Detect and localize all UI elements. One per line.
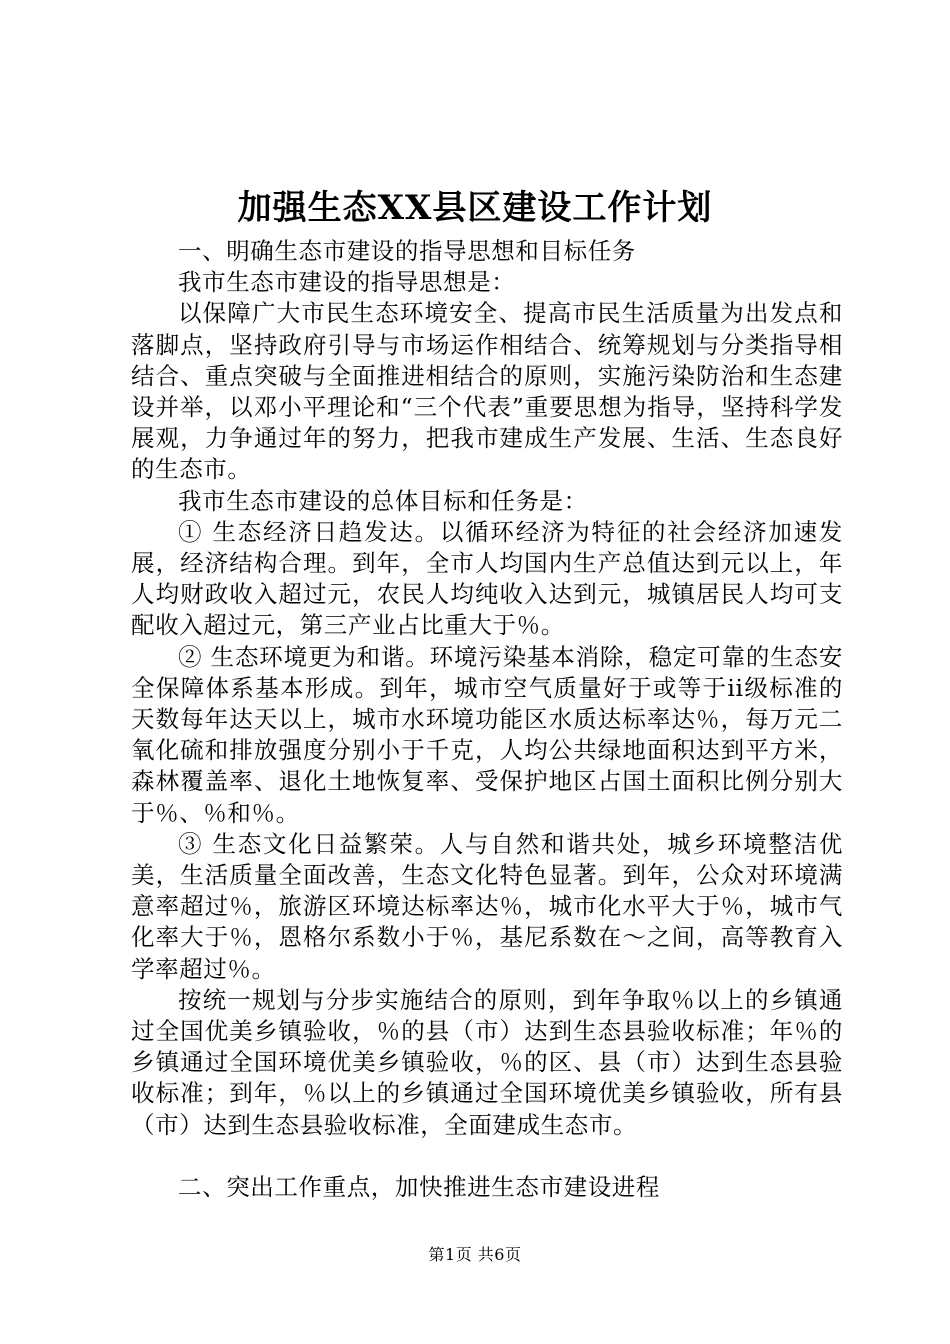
document-title: 加强生态XX县区建设工作计划: [237, 188, 713, 228]
page-footer: 第1页 共6页: [428, 1245, 522, 1264]
paragraph-goal-environment: ② 生态环境更为和谐。环境污染基本消除，稳定可靠的生态安全保障体系基本形成。到年，城市空气质量好于或等于ii级标准的天数每年达天以上，城市水环境功能区水质达标率达％，每万元二氧化硫和排放强度分别小于千克，人均公共绿地面积达到平方米，森林覆盖率、退化土地恢复率、受保护地区占国土面积比例分别大于％、％和％。: [131, 642, 843, 827]
paragraph-goal-economy: ① 生态经济日趋发达。以循环经济为特征的社会经济加速发展，经济结构合理。到年，全市人均国内生产总值达到元以上，年人均财政收入超过元，农民人均纯收入达到元，城镇居民人均可支配收入超过元，第三产业占比重大于％。: [131, 517, 843, 640]
section-heading-2: 二、突出工作重点，加快推进生态市建设进程: [178, 1172, 660, 1201]
paragraph-guiding-thought: 以保障广大市民生态环境安全、提高市民生活质量为出发点和落脚点，坚持政府引导与市场运作相结合、统筹规划与分类指导相结合、重点突破与全面推进相结合的原则，实施污染防治和生态建设并举，以邓小平理论和“三个代表”重要思想为指导，坚持科学发展观，力争通过年的努力，把我市建成生产发展、生活、生态良好的生态市。: [131, 299, 843, 484]
paragraph-guiding-thought-intro: 我市生态市建设的指导思想是：: [178, 268, 516, 297]
section-heading-1: 一、明确生态市建设的指导思想和目标任务: [178, 237, 636, 265]
paragraph-goals-intro: 我市生态市建设的总体目标和任务是：: [178, 486, 588, 515]
document-body: [131, 236, 843, 1203]
paragraph-implementation: 按统一规划与分步实施结合的原则，到年争取％以上的乡镇通过全国优美乡镇验收，％的县（市）达到生态县验收标准；年％的乡镇通过全国环境优美乡镇验收，％的区、县（市）达到生态县验收标准；到年，％以上的乡镇通过全国环境优美乡镇验收，所有县（市）达到生态县验收标准，全面建成生态市。: [131, 985, 843, 1139]
paragraph-goal-culture: ③ 生态文化日益繁荣。人与自然和谐共处，城乡环境整洁优美，生活质量全面改善，生态文化特色显著。到年，公众对环境满意率超过％，旅游区环境达标率达％，城市化水平大于％，城市气化率大于％，恩格尔系数小于％，基尼系数在～之间，高等教育入学率超过％。: [131, 829, 843, 983]
